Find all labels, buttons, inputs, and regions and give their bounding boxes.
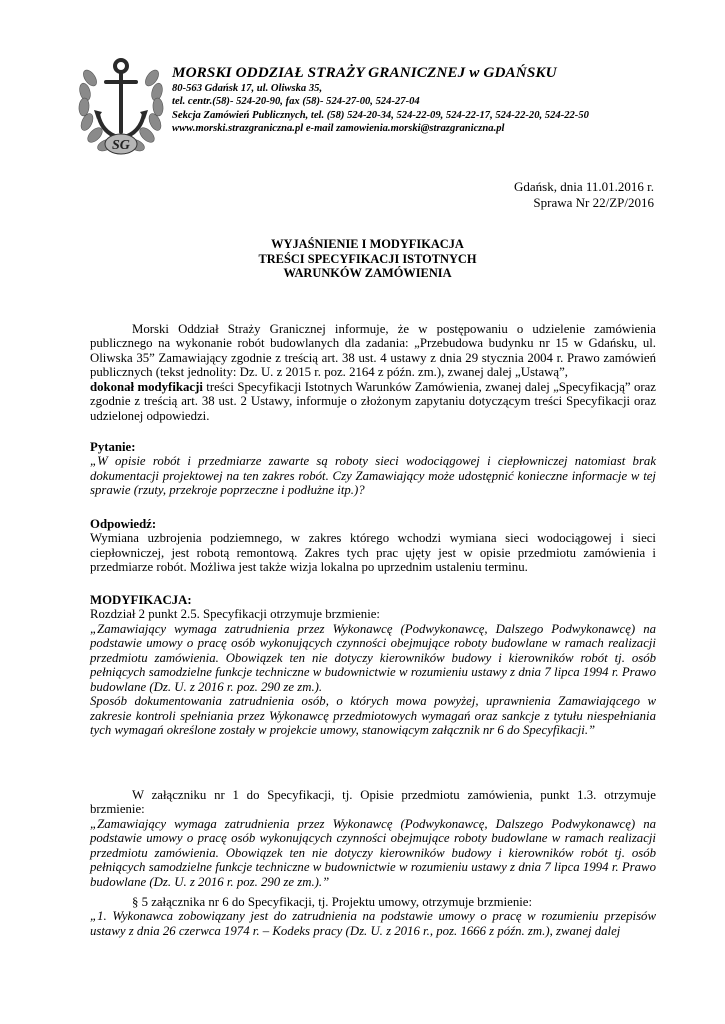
modification-label: MODYFIKACJA: (90, 593, 192, 607)
modification-item-1-quote-a: „Zamawiający wymaga zatrudnienia przez Wykonawcę (Podwykonawcę, Dalszego Podwykonawcę) na podstawie umowy o pracę osób wykonujących czynności obejmujące roboty budowlane w ramach realizacji przedmiotu zamówienia. Obowiązek ten nie dotyczy kierowników budowy i kierowników robót tj. osób pełniących samodzielne funkcje techniczne w budownictwie w rozumieniu ustawy z dnia 7 lipca 1994 r. Prawo budowlane (Dz. U. z 2016 r. poz. 290 ze zm.). (90, 621, 656, 694)
answer-text: Wymiana uzbrojenia podziemnego, w zakres którego wchodzi wymiana sieci wodociągowej i sieci ciepłowniczej, jest robotą remontową. Zakres tych prac ujęty jest w opisie przedmiotu zamówienia i przedmiarze robót. Możliwa jest także wizja lokalna po uprzednim ustaleniu terminu. (90, 531, 656, 575)
case-reference: Sprawa Nr 22/ZP/2016 (533, 194, 654, 210)
modification-item-3-quote: „1. Wykonawca zobowiązany jest do zatrudnienia na podstawie umowy o pracę w rozumieniu przepisów ustawy z dnia 26 czerwca 1974 r. – Kodeks pracy (Dz. U. z 2016 r., poz. 1666 z późn. zm.), zwanej dalej (90, 909, 656, 938)
institution-address: 80-563 Gdańsk 17, ul. Oliwska 35, (172, 83, 323, 94)
modification-item-1-quote-b: Sposób dokumentowania zatrudnienia osób, o których mowa powyżej, uprawnienia Zamawiającego w zakresie kontroli spełniania przez Wykonawcę przedmiotowych wymagań oraz sankcje z tytułu niespełniania tych wymagań określone zostały w projekcie umowy, stanowiącym załącznik nr 6 do Specyfikacji.” (90, 694, 656, 738)
intro-paragraph (90, 322, 656, 423)
heading-line-3: WARUNKÓW ZAMÓWIENIA (283, 266, 452, 281)
intro-bold-text: dokonał modyfikacji (90, 379, 203, 394)
modification-item-1-intro: Rozdział 2 punkt 2.5. Specyfikacji otrzymuje brzmienie: (90, 607, 380, 622)
modification-item-2-intro: W załączniku nr 1 do Specyfikacji, tj. Opisie przedmiotu zamówienia, punkt 1.3. otrzymuje brzmienie: (90, 788, 656, 817)
question-section (90, 440, 656, 498)
modification-item-3 (90, 895, 656, 938)
modification-item-3-intro: § 5 załącznika nr 6 do Specyfikacji, tj. Projektu umowy, otrzymuje brzmienie: (132, 895, 533, 909)
institution-name: MORSKI ODDZIAŁ STRAŻY GRANICZNEJ w GDAŃSKU (172, 64, 557, 81)
letterhead (172, 64, 692, 136)
svg-text:SG: SG (112, 138, 130, 153)
question-text: „W opisie robót i przedmiarze zawarte są roboty sieci wodociągowej i ciepłowniczej natomiast brak dokumentacji projektowej na ten zakres robót. Czy Zamawiający może udostępnić konieczne informacje w tej sprawie (rzuty, przekroje poprzeczne i podłużne itp.)? (90, 454, 656, 498)
heading-line-1: WYJAŚNIENIE I MODYFIKACJA (271, 237, 464, 251)
place-date-block (514, 179, 654, 210)
institution-phones: tel. centr.(58)- 524-20-90, fax (58)- 524-27-00, 524-27-04 (172, 96, 420, 108)
place-date: Gdańsk, dnia 11.01.2016 r. (514, 179, 654, 194)
intro-text-1: Morski Oddział Straży Granicznej informuje, że w postępowaniu o udzielenie zamówienia publicznego na wykonanie robót budowlanych dla zadania: „Przebudowa budynku nr 15 w Gdańsku, ul. Oliwska 35” Zamawiający zgodnie z treścią art. 38 ust. 4 ustawy z dnia 29 stycznia 2004 r. Prawo zamówień publicznych (tekst jednolity: Dz. U. z 2015 r. poz. 2164 z późn. zm.), zwanej dalej „Ustawą”, (90, 322, 656, 380)
modification-item-2-quote: „Zamawiający wymaga zatrudnienia przez Wykonawcę (Podwykonawcę, Dalszego Podwykonawcę) na podstawie umowy o pracę osób wykonujących czynności obejmujące roboty budowlane w ramach realizacji przedmiotu zamówienia. Obowiązek ten nie dotyczy kierowników budowy i kierowników robót tj. osób pełniących samodzielne funkcje techniczne w budownictwie w rozumieniu ustawy z dnia 7 lipca 1994 r. Prawo budowlane (Dz. U. z 2016 r. poz. 290 ze zm.).” (90, 816, 656, 889)
modification-section (90, 593, 656, 738)
modification-item-2 (90, 788, 656, 889)
answer-section (90, 517, 656, 575)
heading-line-2: TREŚCI SPECYFIKACJI ISTOTNYCH (258, 251, 477, 266)
institution-web-email: www.morski.strazgraniczna.pl e-mail zamowienia.morski@strazgraniczna.pl (172, 123, 505, 135)
document-heading (90, 237, 645, 281)
intro-section (90, 322, 656, 423)
answer-label: Odpowiedź: (90, 517, 157, 531)
question-label: Pytanie: (90, 440, 136, 454)
procurement-section-contact: Sekcja Zamówień Publicznych, tel. (58) 524-20-34, 524-22-09, 524-22-17, 524-22-20, 524-22-50 (172, 109, 589, 121)
intro-text-2: treści Specyfikacji Istotnych Warunków Zamówienia, zwanej dalej „Specyfikacją” oraz zgodnie z treścią art. 38 ust. 2 Ustawy, informuje o złożonym zapytaniu dotyczącym treści Specyfikacji oraz udzielonej odpowiedzi. (90, 379, 656, 423)
border-guard-emblem-icon (76, 52, 166, 160)
